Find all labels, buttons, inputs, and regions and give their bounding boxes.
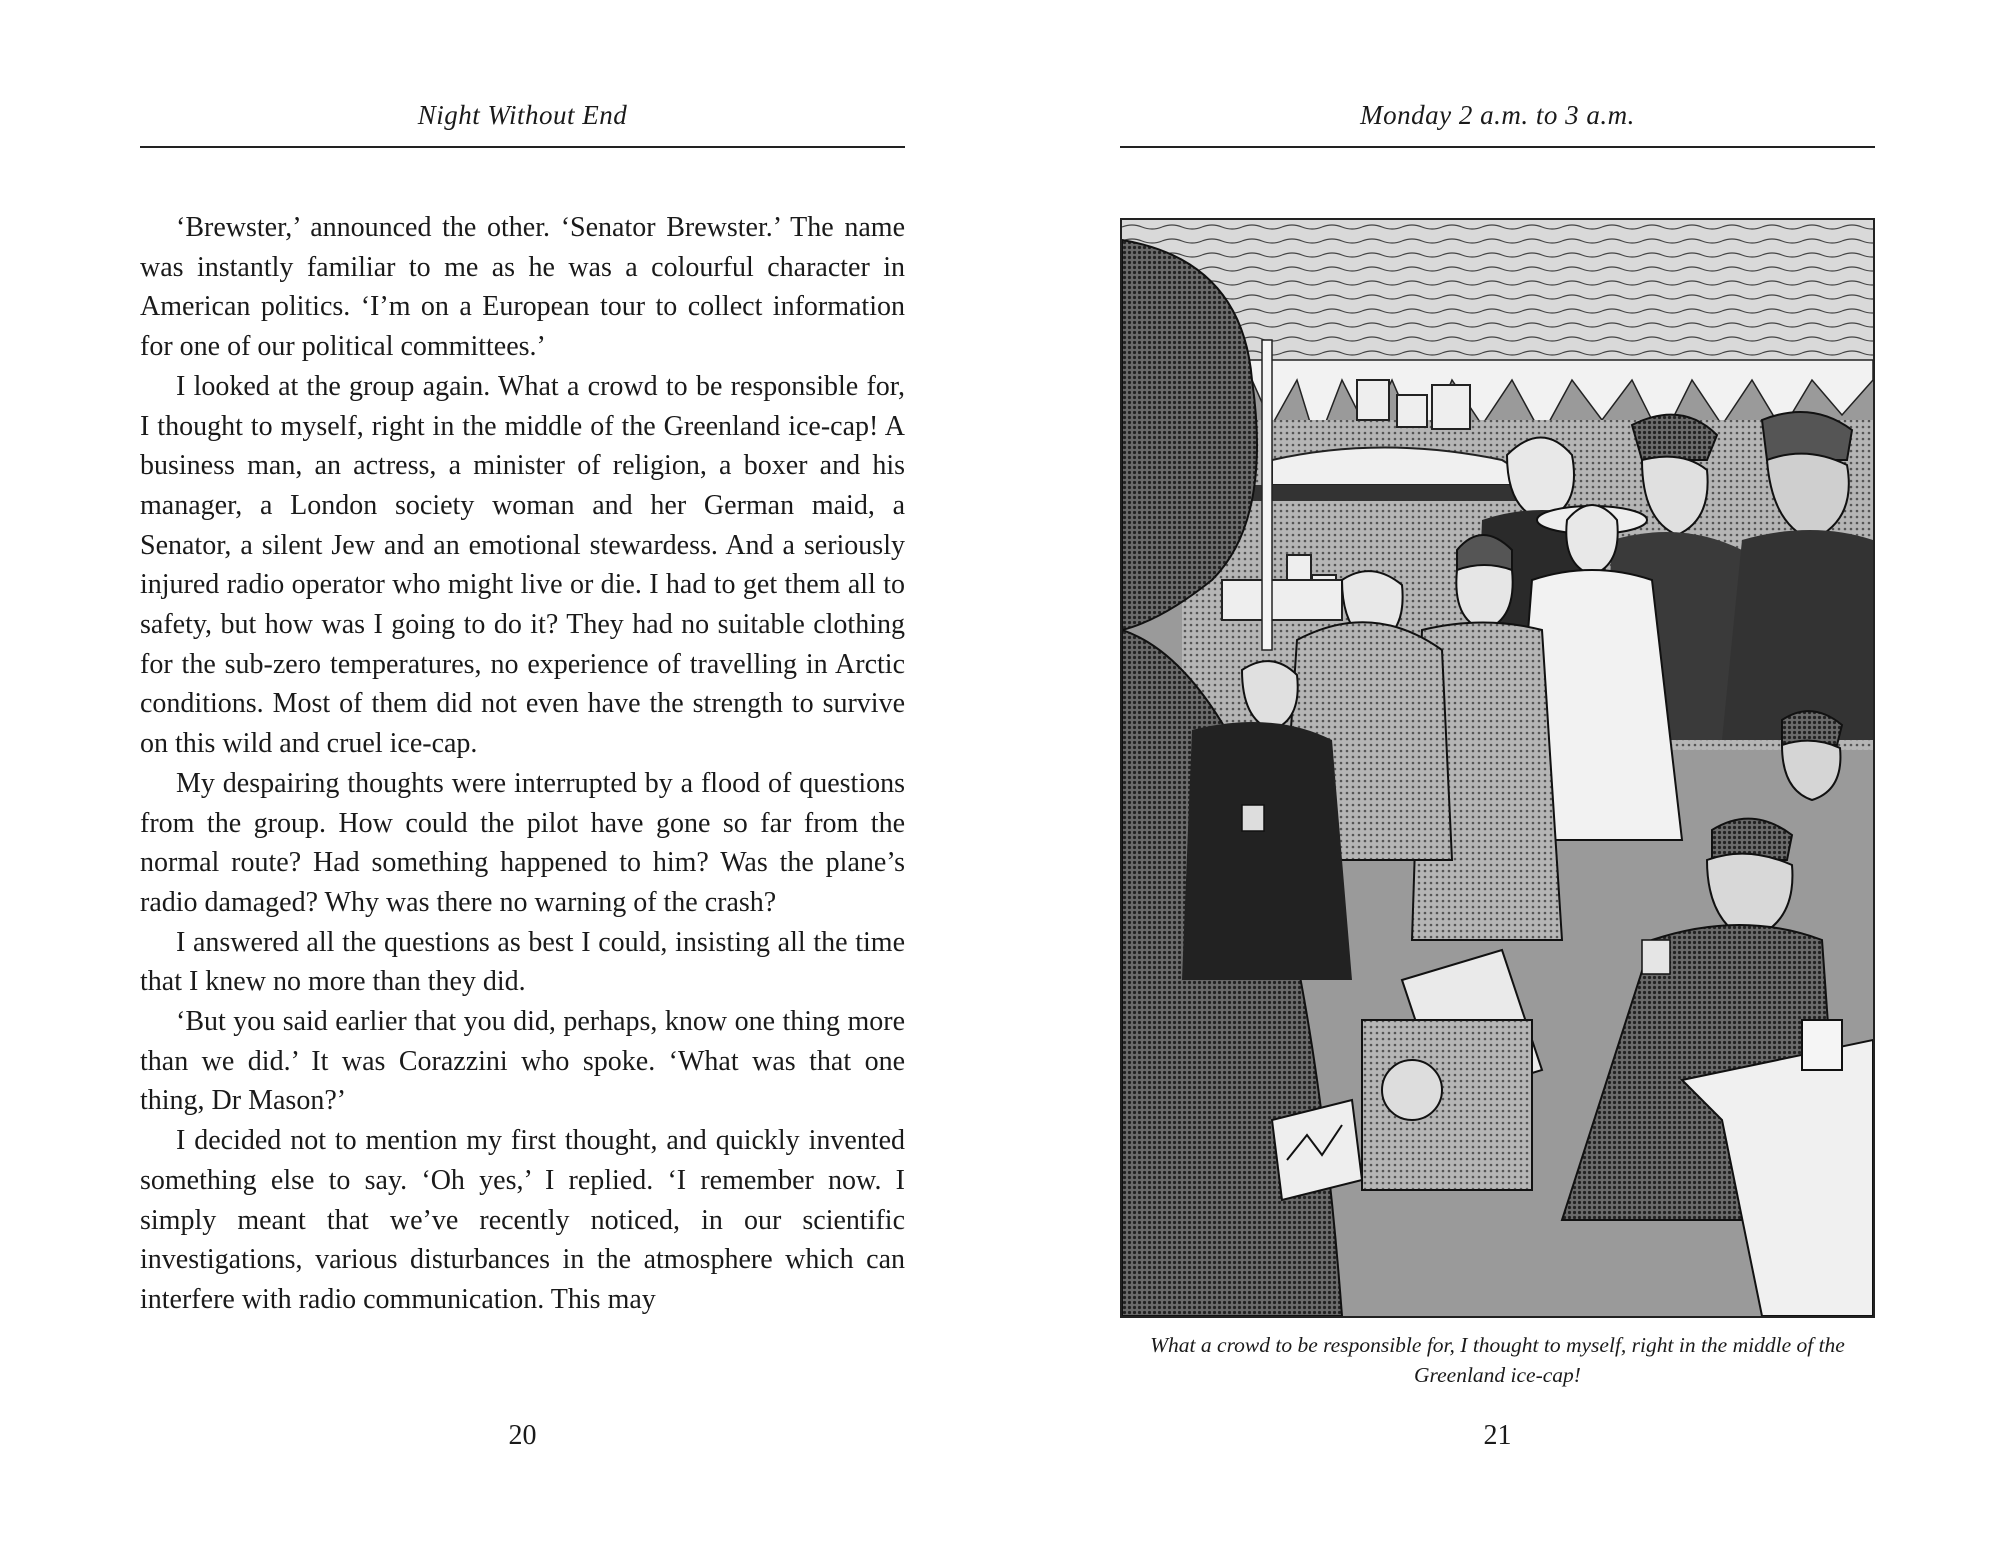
upper-bunk — [1242, 485, 1542, 501]
paragraph-3: My despairing thoughts were interrupted by a flood of questions from the group. How could the pilot have gone so far from the normal route? Had something happened to him? Was the plane’s radio damaged? Why was there no warning of the crash? — [140, 767, 905, 918]
lower-bunk — [1222, 580, 1342, 620]
figure-head — [1782, 741, 1840, 800]
mug — [1642, 940, 1670, 974]
page-number-left: 20 — [508, 1420, 537, 1451]
paragraph-6: I decided not to mention my first thought, and quickly invented something else to say. ‘Oh yes,’ I replied. ‘I remember now. I simply meant that we’ve recently noticed, in our scientific investigations, various disturbances in the atmosphere which can interfere with radio communication. This may — [140, 1125, 905, 1315]
right-page — [1120, 0, 1875, 1555]
mug — [1802, 1020, 1842, 1070]
header-rule-left — [140, 146, 905, 148]
paragraph-5: ‘But you said earlier that you did, perhaps, know one thing more than we did.’ It was Corazzini who spoke. ‘What was that one thing, Dr Mason?’ — [140, 1006, 905, 1117]
body-text — [140, 208, 905, 1320]
figure-body — [1182, 722, 1352, 980]
wall-picture — [1397, 395, 1427, 427]
header-rule-right — [1120, 146, 1875, 148]
illustration — [1120, 218, 1875, 1318]
figure-body — [1722, 530, 1873, 740]
running-head-left: Night Without End — [417, 100, 628, 130]
paragraph-2: I looked at the group again. What a crowd to be responsible for, I thought to myself, right in the middle of the Greenland ice-cap! A business man, an actress, a minister of religion, a boxer and his manager, a London society woman and her German maid, a Senator, a silent Jew and an emotional stewardess. And a seriously injured radio operator who might live or die. I had to get them all to safety, but how was I going to do it? They had no suitable clothing for the sub-zero temperatures, no experience of travelling in Arctic conditions. Most of them did not even have the strength to survive on this wild and cruel ice-cap. — [140, 370, 905, 760]
bunk-post — [1262, 340, 1272, 650]
figure-caption: What a crowd to be responsible for, I thought to myself, right in the middle of the Greenland ice-cap! — [1150, 1333, 1845, 1387]
radio-dial — [1382, 1060, 1442, 1120]
wall-picture — [1357, 380, 1389, 420]
running-head-right: Monday 2 a.m. to 3 a.m. — [1360, 100, 1635, 130]
wall-picture — [1432, 385, 1470, 429]
paragraph-4: I answered all the questions as best I could, insisting all the time that I knew no more than they did. — [140, 926, 905, 998]
page-number-right: 21 — [1483, 1420, 1512, 1451]
left-page — [140, 0, 905, 1555]
paragraph-1: ‘Brewster,’ announced the other. ‘Senator Brewster.’ The name was instantly familiar to me as he was a colourful character in American politics. ‘I’m on a European tour to collect information for one of our political committees.’ — [140, 212, 905, 363]
mug — [1242, 805, 1264, 831]
